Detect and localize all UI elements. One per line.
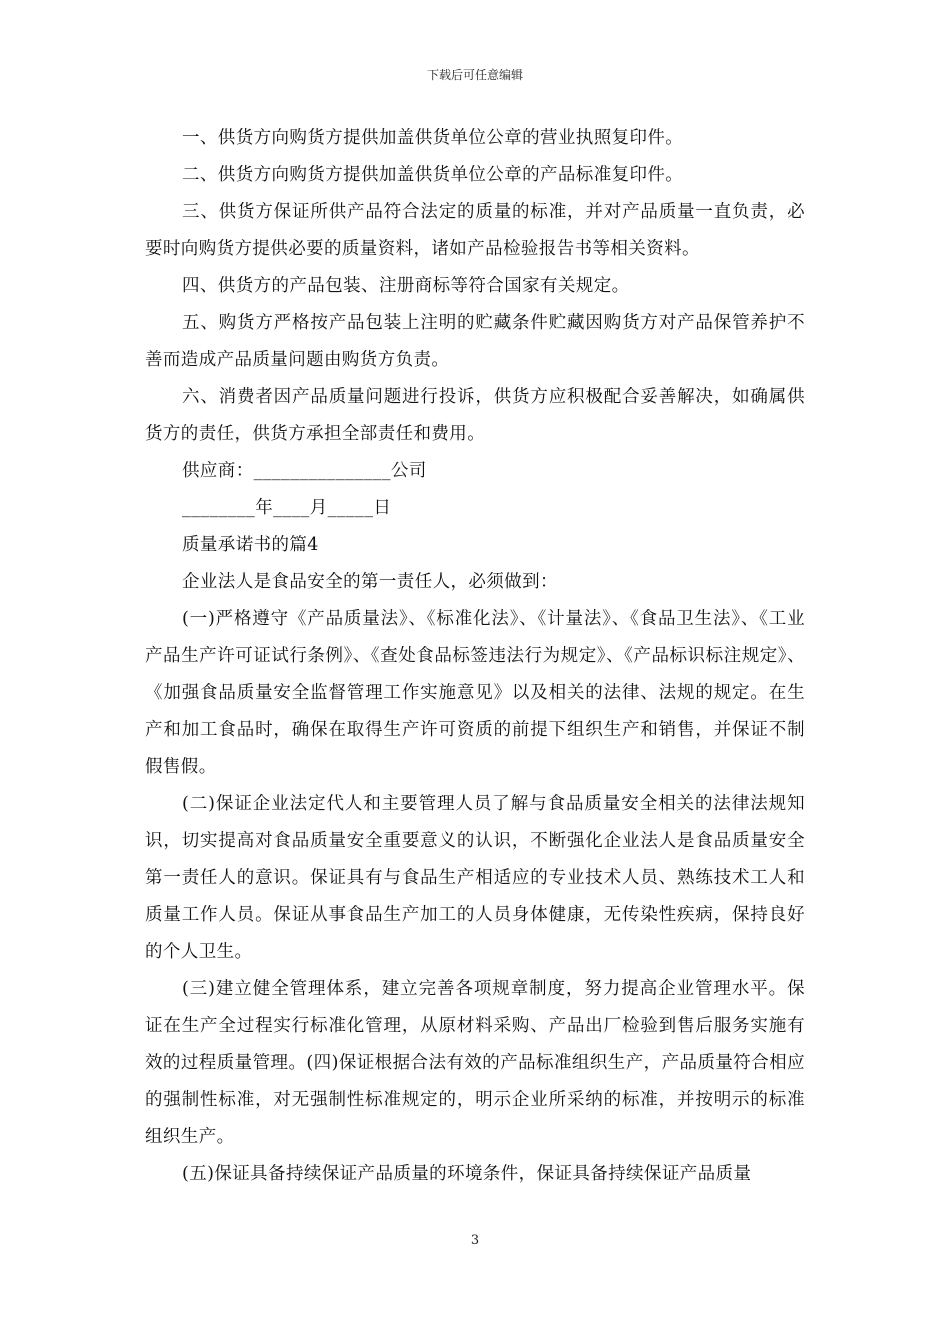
section-title: 质量承诺书的篇4 (182, 535, 319, 555)
paragraph-1: 一、供货方向购货方提供加盖供货单位公章的营业执照复印件。 (182, 128, 684, 148)
page-header: 下载后可任意编辑 (426, 68, 523, 82)
clause-5: (五)保证具备持续保证产品质量的环境条件，保证具备持续保证产品质量 (182, 1164, 752, 1184)
intro-paragraph: 企业法人是食品安全的第一责任人，必须做到： (182, 572, 558, 592)
date-line: ________年____月_____日 (182, 498, 392, 518)
supplier-signature-line: 供应商：_______________公司 (182, 461, 427, 481)
clause-2: (二)保证企业法定代人和主要管理人员了解与食品质量安全相关的法律法规知识，切实提高对食品质量安全重要意义的认识，不断强化企业法人是食品质量安全第一责任人的意识。保证具有与食品生产相适应的专业技术人员、熟练技术工人和质量工作人员。保证从事食品生产加工的人员身体健康，无传染性疾病，保持良好的个人卫生。 (145, 794, 805, 962)
paragraph-6: 六、消费者因产品质量问题进行投诉，供货方应积极配合妥善解决，如确属供货方的责任，供货方承担全部责任和费用。 (145, 387, 805, 444)
clause-3: (三)建立健全管理体系，建立完善各项规章制度，努力提高企业管理水平。保证在生产全过程实行标准化管理，从原材料采购、产品出厂检验到售后服务实施有效的过程质量管理。(四)保证根据合法有效的产品标准组织生产，产品质量符合相应的强制性标准，对无强制性标准规定的，明示企业所采纳的标准，并按明示的标准组织生产。 (145, 979, 805, 1147)
page-number: 3 (470, 1233, 480, 1248)
paragraph-2: 二、供货方向购货方提供加盖供货单位公章的产品标准复印件。 (182, 165, 684, 185)
paragraph-4: 四、供货方的产品包装、注册商标等符合国家有关规定。 (182, 276, 630, 296)
paragraph-3: 三、供货方保证所供产品符合法定的质量的标准，并对产品质量一直负责，必要时向购货方提供必要的质量资料，诸如产品检验报告书等相关资料。 (145, 202, 805, 259)
paragraph-5: 五、购货方严格按产品包装上注明的贮藏条件贮藏因购货方对产品保管养护不善而造成产品质量问题由购货方负责。 (145, 313, 805, 370)
document-body (145, 120, 805, 1193)
clause-1: (一)严格遵守《产品质量法》、《标准化法》、《计量法》、《食品卫生法》、《工业产品生产许可证试行条例》、《查处食品标签违法行为规定》、《产品标识标注规定》、《加强食品质量安全监督管理工作实施意见》以及相关的法律、法规的规定。在生产和加工食品时，确保在取得生产许可资质的前提下组织生产和销售，并保证不制假售假。 (145, 609, 805, 777)
